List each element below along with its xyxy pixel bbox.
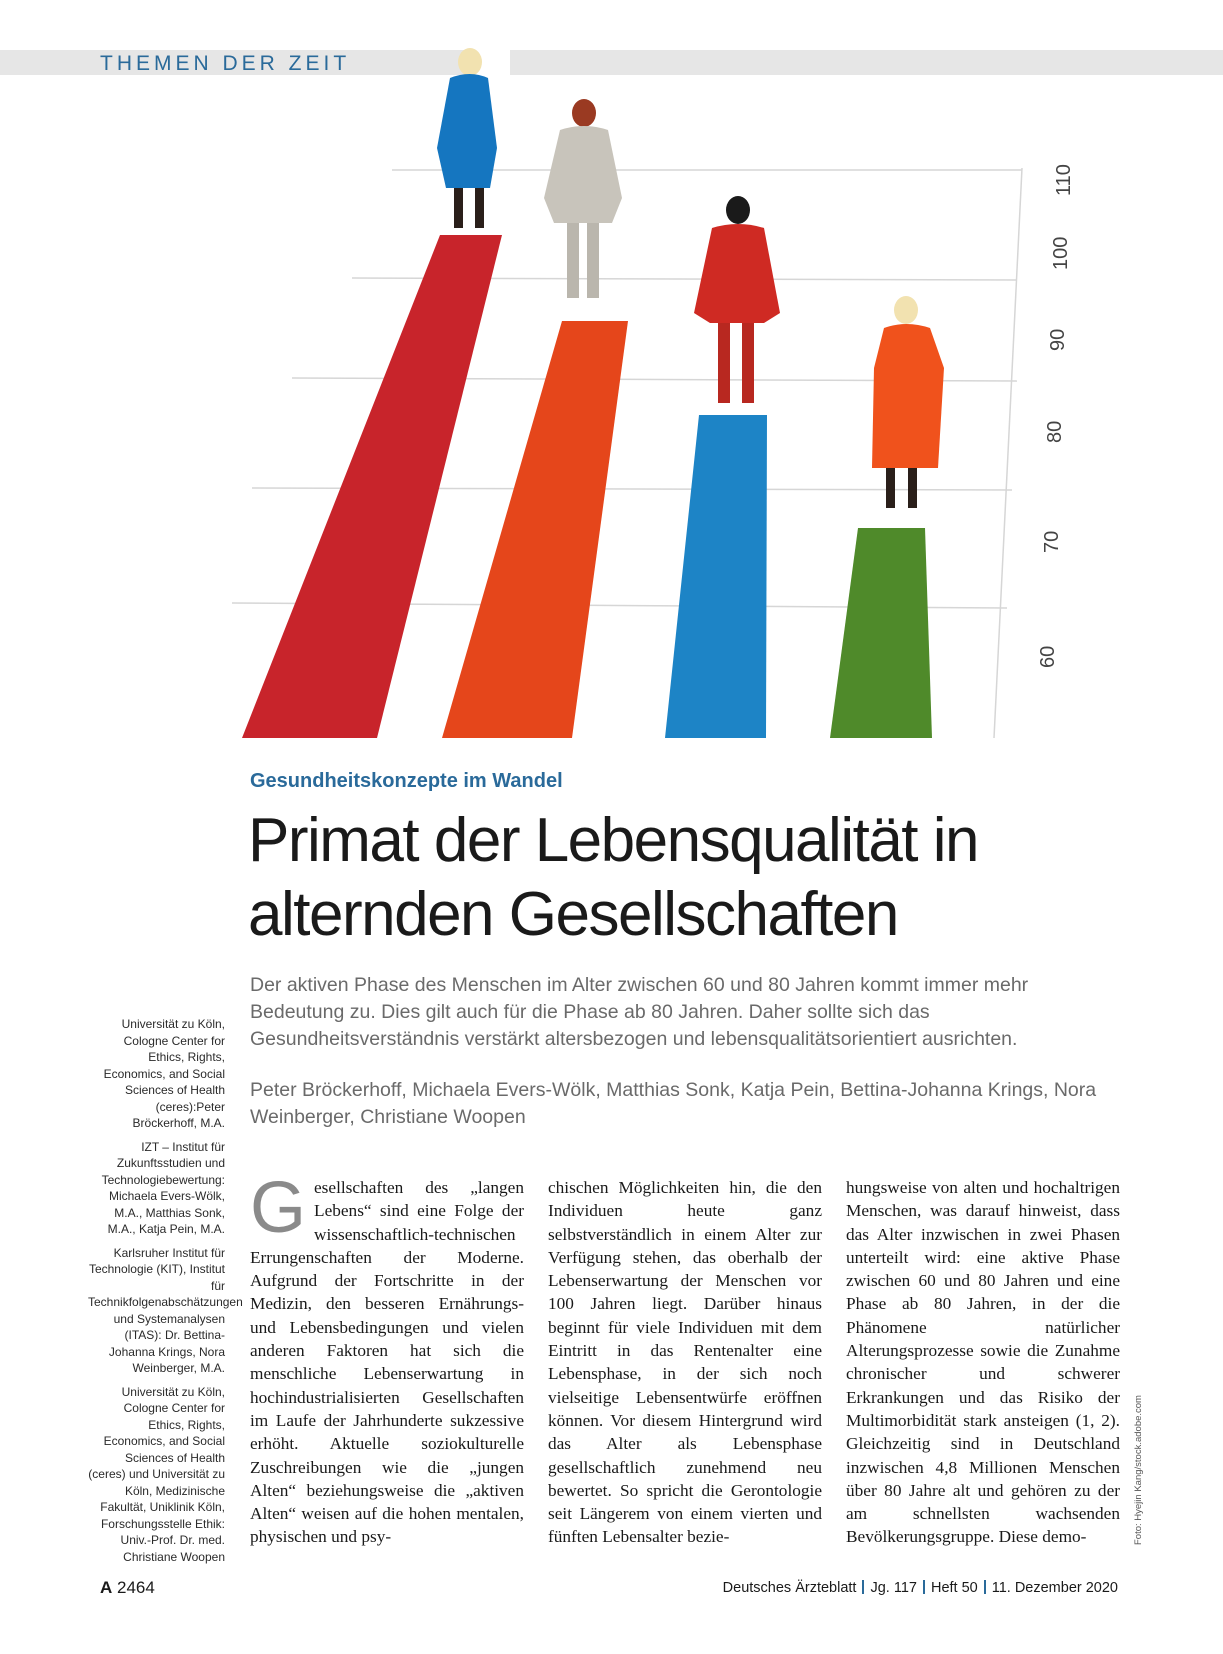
body-column-3: hungsweise von alten und hochaltrigen Menschen, was darauf hinweist, dass das Alter inzwischen in zwei Phasen unterteilt wird: eine aktive Phase zwischen 60 und 80 Jahren und eine Phase ab 80 Jahren, in der die Phänomene natürlicher Alterungsprozesse sowie die Zunahme chronischer und schwerer Erkrankungen und das Risiko der Multimorbidität stark ansteigen (1, 2). Gleichzeitig sind in Deutschland inzwischen 4,8 Millionen Menschen über 80 Jahre alt und gehören zu der am schnellsten wachsenden Bevölkerungsgruppe. Diese demo-: [846, 1178, 1120, 1547]
figurine-orange: [872, 296, 944, 508]
hero-photo-illustration: [232, 48, 1152, 738]
journal-issue: Heft 50: [930, 1580, 978, 1596]
journal-volume: Jg. 117: [870, 1580, 917, 1596]
article-kicker: Gesundheitskonzepte im Wandel: [250, 770, 563, 792]
figurine-blue: [437, 48, 497, 228]
article-headline: Primat der Lebensqualität in alternden Gesellschaften: [248, 806, 979, 949]
footer-separator: [923, 1580, 925, 1594]
body-column-2: chischen Möglichkeiten hin, die den Individuen heute ganz selbstverständlich in einem Alter zur Verfügung stehen, das oberhalb der Lebenserwartung der Menschen vor 100 Jahren liegt. Darüber hinaus beginnt für viele Individuen mit dem Eintritt in das Rentenalter eine Lebensphase, in der sich noch vielseitige Lebensentwürfe eröffnen können. Vor diesem Hintergrund wird das Alter als Lebensphase gesellschaftlich zunehmend neu bewertet. So spricht die Gerontologie seit Längerem von einem vierten und fünften Lebensalter bezie-: [548, 1178, 822, 1547]
axis-tick-80: 80: [1044, 420, 1066, 443]
footer-separator: [984, 1580, 986, 1594]
affiliation-item: Karlsruher Institut für Technologie (KIT), Institut für Technikfolgenabschätzungen und Systemanalysen (ITAS): Dr. Bettina-Johanna Krings, Nora Weinberger, M.A.: [88, 1245, 243, 1375]
body-column-1: [250, 1168, 524, 1549]
author-affiliations: [88, 1016, 243, 1572]
footer-citation: [723, 1580, 1118, 1596]
footer-separator: [862, 1580, 864, 1594]
photo-credit-text: Foto: Hyejin Kang/stock.adobe.com: [1133, 1395, 1144, 1545]
chart-bar-green: [830, 528, 932, 738]
affiliation-item: Universität zu Köln, Cologne Center for Ethics, Rights, Economics, and Social Sciences of Health (ceres):Peter Bröckerhoff, M.A.: [103, 1017, 225, 1130]
axis-tick-100: 100: [1050, 236, 1072, 270]
body-column-1-text: esellschaften des „langen Lebens“ sind eine Folge der wissenschaftlich-technischen Errungenschaften der Moderne. Aufgrund der Fortschritte in der Medizin, den besseren Ernährungs- und Lebensbedingungen und vielen anderen Faktoren hat sich die menschliche Lebenserwartung in hochindustrialisierten Gesellschaften im Laufe der Jahrhunderte sukzessive erhöht. Aktuelle soziokulturelle Zuschreibungen wie die „jungen Alten“ beziehungsweise die „aktiven Alten“ weisen auf die hohen mentalen, physischen und psy-: [250, 1178, 524, 1547]
affiliation-item: Universität zu Köln, Cologne Center for Ethics, Rights, Economics, and Social Sciences of Health (ceres) und Universität zu Köln, Medizinische Fakultät, Uniklinik Köln, Forschungsstelle Ethik: Univ.-Prof. Dr. med. Christiane Woopen: [88, 1384, 225, 1564]
drop-cap: G: [250, 1168, 307, 1248]
figurine-red: [694, 196, 780, 403]
axis-tick-110: 110: [1053, 164, 1075, 196]
axis-tick-60: 60: [1037, 645, 1059, 668]
page-number: [100, 1578, 155, 1598]
axis-tick-70: 70: [1041, 530, 1063, 553]
figurine-grey: [544, 99, 622, 298]
issue-date: 11. Dezember 2020: [991, 1580, 1118, 1596]
chart-bar-orange: [442, 321, 628, 738]
chart-bar-red: [242, 235, 502, 738]
page-prefix: A: [100, 1578, 113, 1597]
section-label: THEMEN DER ZEIT: [100, 52, 351, 75]
affiliation-item: IZT – Institut für Zukunftsstudien und Technologiebewertung: Michaela Evers-Wölk, M.A., Matthias Sonk, M.A., Katja Pein, M.A.: [101, 1139, 225, 1236]
hero-photo: [232, 48, 1152, 738]
article-authors: Peter Bröckerhoff, Michaela Evers-Wölk, Matthias Sonk, Katja Pein, Bettina-Johanna Krings, Nora Weinberger, Christiane Woopen: [250, 1079, 1097, 1128]
journal-name: Deutsches Ärzteblatt: [722, 1580, 857, 1596]
chart-bar-blue: [665, 415, 767, 738]
page-number-value: 2464: [117, 1578, 155, 1597]
article-lead: Der aktiven Phase des Menschen im Alter zwischen 60 und 80 Jahren kommt immer mehr Bedeutung zu. Dies gilt auch für die Phase ab 80 Jahren. Daher sollte sich das Gesundheitsverständnis verstärkt altersbezogen und lebensqualitätsorientiert ausrichten.: [250, 974, 1029, 1050]
axis-tick-90: 90: [1047, 328, 1069, 351]
